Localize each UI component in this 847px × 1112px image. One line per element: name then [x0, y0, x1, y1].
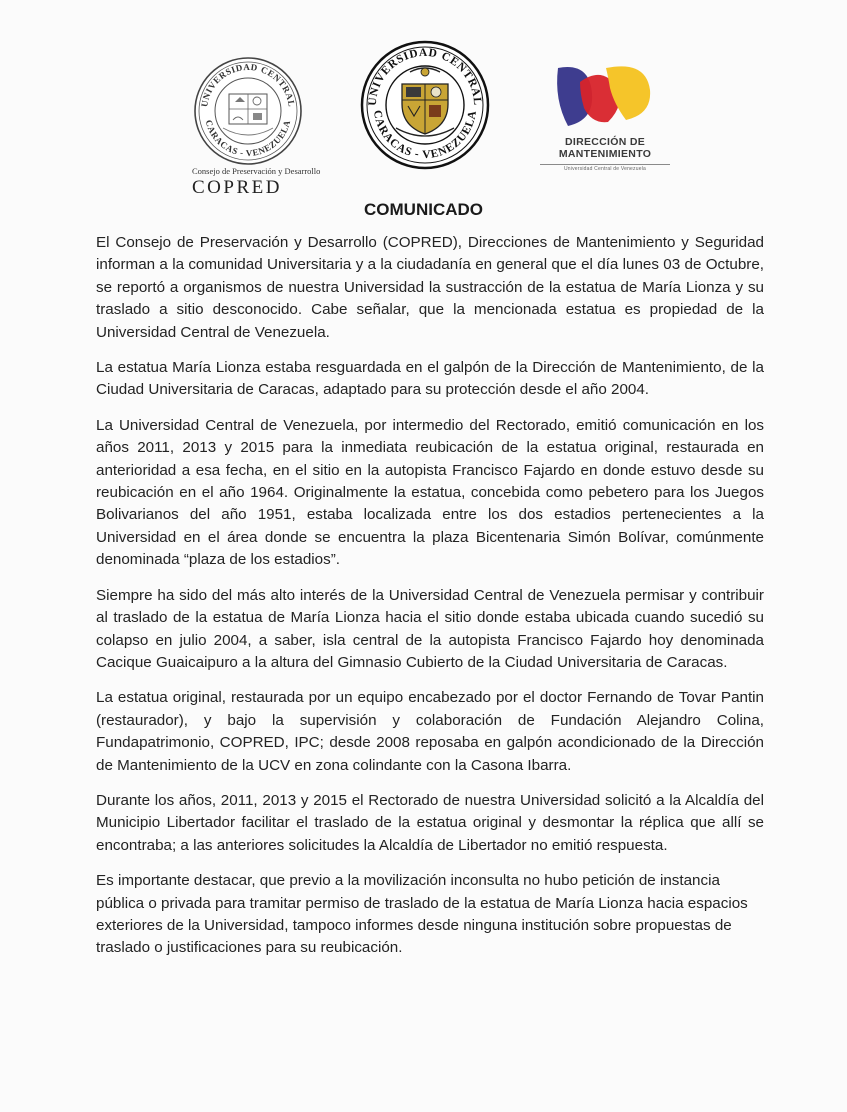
dm-logo-subtitle: Universidad Central de Venezuela: [540, 164, 670, 172]
paragraph-2: La estatua María Lionza estaba resguardada en el galpón de la Dirección de Mantenimiento, de la Ciudad Universitaria de Caracas, adaptado para su protección desde el año 2004.: [96, 359, 764, 399]
paragraph-5: La estatua original, restaurada por un equipo encabezado por el doctor Fernando de Tovar Pantin (restaurador), y bajo la supervisión y colaboración de Fundación Alejandro Colina, Fundapatrimonio, COPRED, IPC; desde 2008 reposaba en galpón acondicionado de la Dirección de Mantenimiento de la UCV en zona colindante con la Casona Ibarra.: [96, 689, 764, 774]
document-title: COMUNICADO: [364, 200, 483, 219]
seal-ring-top-text: UNIVERSIDAD CENTRAL: [199, 61, 297, 108]
dm-title-line1: DIRECCIÓN DE: [564, 136, 646, 148]
seal-ring-bottom-text: CARACAS - VENEZUELA: [203, 118, 293, 159]
copred-subtitle: Consejo de Preservación y Desarrollo: [192, 166, 321, 176]
ucv-seal-copred-icon: [193, 56, 303, 166]
ucv-seal-icon: [360, 40, 490, 170]
seal-ring-top-text: UNIVERSIDAD CENTRAL: [366, 46, 484, 107]
seal-ring-bottom-text: CARACAS - VENEZUELA: [370, 109, 480, 162]
dm-title-line2: MANTENIMIENTO: [558, 148, 652, 160]
paragraph-4: Siempre ha sido del más alto interés de la Universidad Central de Venezuela permisar y contribuir al traslado de la estatua de María Lionza hacia el sitio donde estaba ubicada cuando sucedió su colapso en julio 2004, a saber, isla central de la autopista Francisco Fajardo hoy denominada Cacique Guaicaipuro a la altura del Gimnasio Cubierto de la Ciudad Universitaria de Caracas.: [96, 586, 764, 671]
paragraph-7: Es importante destacar, que previo a la movilización inconsulta no hubo petición de instancia pública o privada para tramitar permiso de traslado de la estatua de María Lionza hacia espacios exteriores de la Universidad, tampoco informes desde ninguna institución sobre propuestas de traslado o justificaciones para su reubicación.: [96, 872, 748, 957]
paragraph-3: La Universidad Central de Venezuela, por intermedio del Rectorado, emitió comunicación en los años 2011, 2013 y 2015 para la inmediata reubicación de la estatua original, restaurada en anterioridad a esa fecha, en el sitio en la autopista Francisco Fajardo en donde estuvo desde su reubicación en el año 1964. Originalmente la estatua, concebida como pebetero para los Juegos Bolivarianos del año 1951, estaba localizada entre los dos estadios pertenecientes a la Universidad en el área donde se encuentra la plaza Bicentenaria Simón Bolívar, comúnmente denominada “plaza de los estadios”.: [96, 416, 764, 569]
paragraph-6: Durante los años, 2011, 2013 y 2015 el Rectorado de nuestra Universidad solicitó a la Alcaldía del Municipio Libertador facilitar el traslado de la estatua original y desmontar la réplica que allí se encontraba; a las anteriores solicitudes la Alcaldía de Libertador no emitió respuesta.: [96, 791, 764, 854]
document-body: [96, 232, 764, 973]
copred-name: COPRED: [192, 177, 282, 198]
dm-logo-title: [540, 136, 670, 160]
paragraph-1: El Consejo de Preservación y Desarrollo (COPRED), Direcciones de Mantenimiento y Seguridad informan a la comunidad Universitaria y a la ciudadanía en general que el día lunes 03 de Octubre, se reportó a organismos de nuestra Universidad la sustracción de la estatua de María Lionza y su traslado a sitio desconocido. Cabe señalar, que la mencionada estatua es propiedad de la Universidad Central de Venezuela.: [96, 234, 764, 341]
direccion-mantenimiento-logo-icon: [550, 60, 660, 132]
